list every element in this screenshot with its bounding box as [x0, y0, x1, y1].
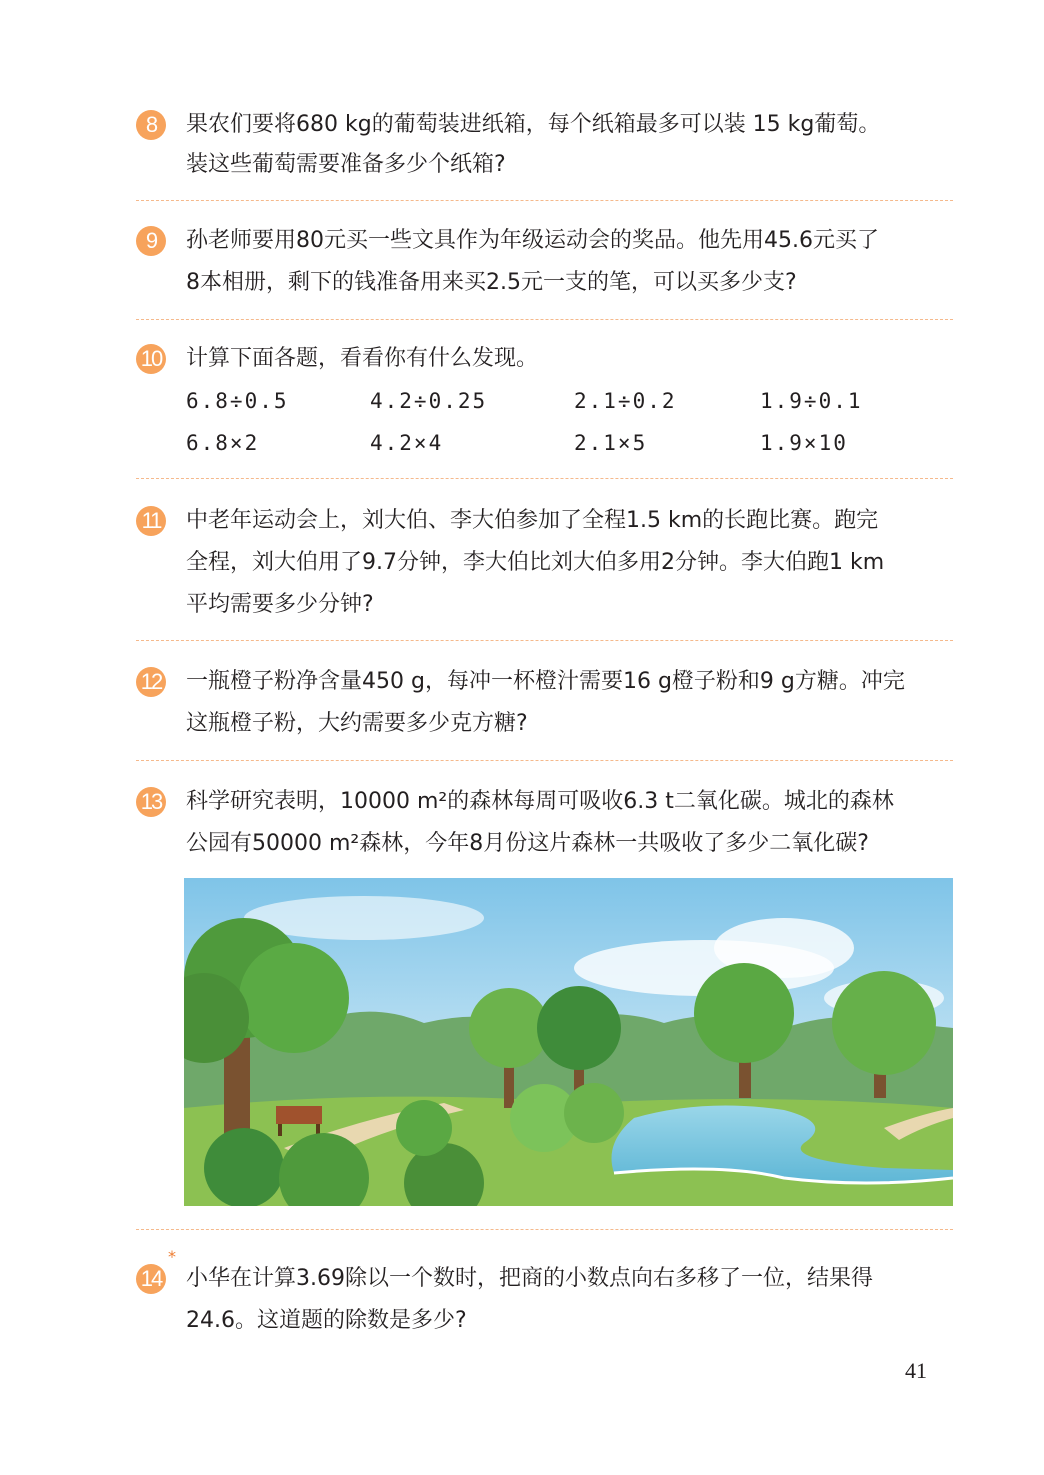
- calc-item: 6.8×2: [186, 431, 260, 455]
- problem-10-line-1: 计算下面各题，看看你有什么发现。: [186, 346, 539, 371]
- calc-item: 2.1×5: [574, 431, 648, 455]
- calc-item: 1.9÷0.1: [760, 389, 863, 413]
- calc-item: 1.9×10: [760, 431, 848, 455]
- problem-number-badge: 12: [136, 667, 166, 697]
- problem-11-line-3: 平均需要多少分钟?: [186, 592, 374, 617]
- problem-11-line-2: 全程，刘大伯用了9.7分钟，李大伯比刘大伯多用2分钟。李大伯跑1 km: [186, 550, 885, 575]
- dashed-divider: [136, 1229, 953, 1230]
- problem-number-badge: 14: [136, 1264, 166, 1294]
- problem-12-line-2: 这瓶橙子粉，大约需要多少克方糖?: [186, 711, 528, 736]
- page-number: 41: [905, 1358, 927, 1383]
- calc-item: 2.1÷0.2: [574, 389, 677, 413]
- calc-item: 4.2÷0.25: [370, 389, 488, 413]
- problem-9-line-2: 8本相册，剩下的钱准备用来买2.5元一支的笔，可以买多少支?: [186, 270, 797, 295]
- problem-11-line-1: 中老年运动会上，刘大伯、李大伯参加了全程1.5 km的长跑比赛。跑完: [186, 508, 879, 533]
- problem-8-line-1: 果农们要将680 kg的葡萄装进纸箱，每个纸箱最多可以装 15 kg葡萄。: [186, 112, 881, 137]
- forest-park-illustration: [184, 878, 953, 1206]
- problem-13-line-1: 科学研究表明，10000 m²的森林每周可吸收6.3 t二氧化碳。城北的森林: [186, 789, 894, 814]
- problem-14-line-2: 24.6。这道题的除数是多少?: [186, 1308, 467, 1333]
- problem-number-badge: 10: [136, 344, 166, 374]
- dashed-divider: [136, 200, 953, 201]
- problem-12-line-1: 一瓶橙子粉净含量450 g，每冲一杯橙汁需要16 g橙子粉和9 g方糖。冲完: [186, 669, 905, 694]
- calc-item: 4.2×4: [370, 431, 444, 455]
- problem-13-line-2: 公园有50000 m²森林，今年8月份这片森林一共吸收了多少二氧化碳?: [186, 831, 869, 856]
- problem-number-badge: 11: [136, 506, 166, 536]
- dashed-divider: [136, 478, 953, 479]
- problem-number-badge: 13: [136, 787, 166, 817]
- problem-number-badge: 8: [136, 110, 166, 140]
- problem-8-line-2: 装这些葡萄需要准备多少个纸箱?: [186, 152, 506, 177]
- problem-number-badge: 9: [136, 226, 166, 256]
- problem-9-line-1: 孙老师要用80元买一些文具作为年级运动会的奖品。他先用45.6元买了: [186, 228, 879, 253]
- dashed-divider: [136, 760, 953, 761]
- dashed-divider: [136, 319, 953, 320]
- problem-14-line-1: 小华在计算3.69除以一个数时，把商的小数点向右多移了一位，结果得: [186, 1266, 873, 1291]
- dashed-divider: [136, 640, 953, 641]
- calc-item: 6.8÷0.5: [186, 389, 289, 413]
- challenge-star-mark: *: [168, 1247, 176, 1266]
